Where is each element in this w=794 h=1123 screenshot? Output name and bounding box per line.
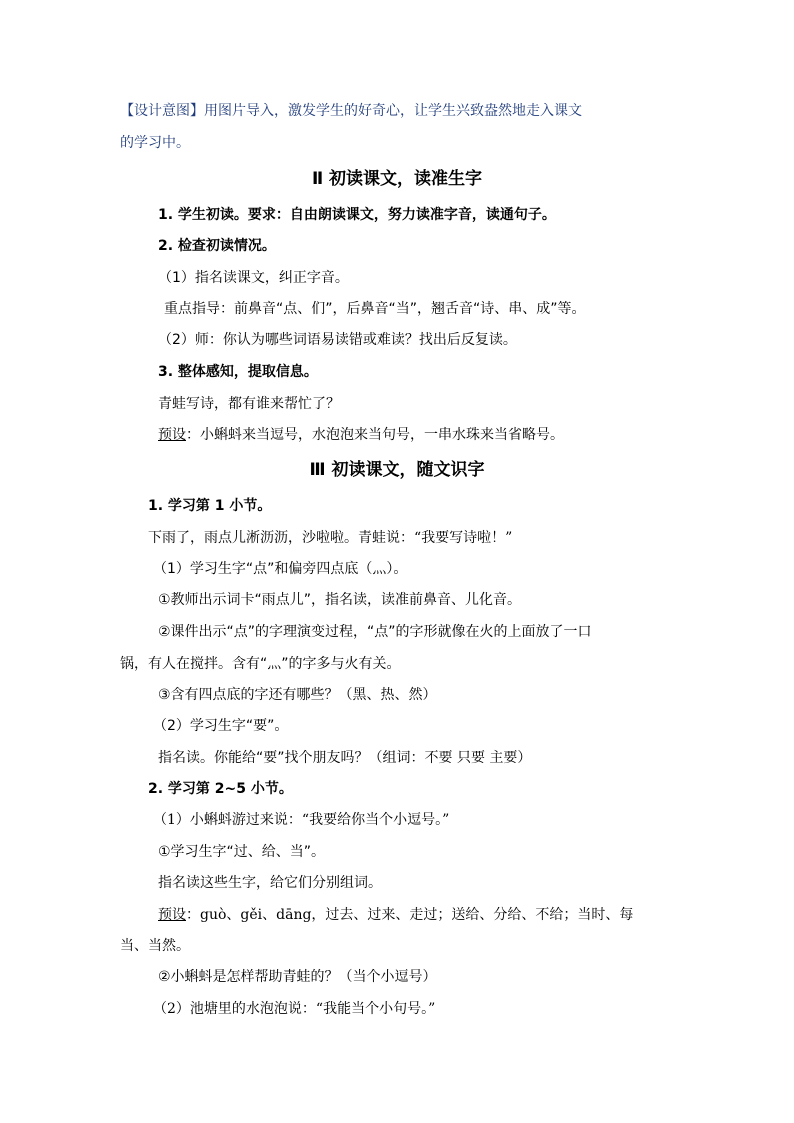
design-intent-line2: 的学习中。 <box>120 135 190 151</box>
section2-guide: 重点指导：前鼻音“点、们”，后鼻音“当”，翘舌音“诗、串、成”等。 <box>164 301 586 317</box>
section3-step4: ①学习生字“过、给、当”。 <box>158 844 326 860</box>
preset-text: ：小蝌蚪来当逗号，水泡泡来当句号，一串水珠来当省略号。 <box>186 427 564 443</box>
section3-sub1: （1）学习生字“点”和偏旁四点底（灬）。 <box>153 561 408 577</box>
section2-item2: 2. 检查初读情况。 <box>158 238 276 254</box>
preset-label: 预设 <box>158 427 186 443</box>
section3-item1: 1. 学习第 1 小节。 <box>148 498 272 514</box>
design-intent-label: 【设计意图】 <box>120 103 204 119</box>
section2-item1: 1. 学生初读。要求：自由朗读课文，努力读准字音，读通句子。 <box>158 207 556 223</box>
section3-step5: ②小蝌蚪是怎样帮助青蛙的？（当个小逗号） <box>158 969 437 985</box>
section3-heading: Ⅲ 初读课文，随文识字 <box>309 460 485 480</box>
section2-question: 青蛙写诗，都有谁来帮忙了？ <box>158 396 340 412</box>
section3-sub2: （2）学习生字“要”。 <box>153 718 289 734</box>
section3-step1: ①教师出示词卡“雨点儿”，指名读，读准前鼻音、儿化音。 <box>158 592 522 608</box>
section3-friend: 指名读。你能给“要”找个朋友吗？（组词：不要 只要 主要） <box>158 750 532 766</box>
design-intent-text: 用图片导入，激发学生的好奇心，让学生兴致盎然地走入课文 <box>204 103 582 119</box>
section3-preset-line1 <box>158 905 633 925</box>
section2-sub1: （1）指名读课文，纠正字音。 <box>158 270 349 286</box>
section2-preset <box>158 425 564 445</box>
section3-verse2: （1）小蝌蚪游过来说：“我要给你当个小逗号。” <box>153 812 450 828</box>
preset-label: 预设 <box>158 907 186 923</box>
section3-step2b: 锅，有人在搅拌。含有“灬”的字多与火有关。 <box>120 656 401 672</box>
section3-verse1: 下雨了，雨点儿淅沥沥，沙啦啦。青蛙说：“我要写诗啦！” <box>148 530 513 546</box>
section2-sub2: （2）师：你认为哪些词语易读错或难读？找出后反复读。 <box>158 332 517 348</box>
preset-text: ：guò、gěi、dāng，过去、过来、走过；送给、分给、不给；当时、每 <box>186 907 634 923</box>
section3-preset-line2: 当、当然。 <box>120 938 190 954</box>
section3-step3: ③含有四点底的字还有哪些？（黑、热、然） <box>158 687 437 703</box>
section3-step2a: ②课件出示“点”的字理演变过程，“点”的字形就像在火的上面放了一口 <box>158 624 592 640</box>
section2-heading: Ⅱ 初读课文，读准生字 <box>311 169 483 189</box>
section2-item3: 3. 整体感知，提取信息。 <box>158 364 318 380</box>
design-intent-line1 <box>120 101 582 121</box>
section3-item2: 2. 学习第 2~5 小节。 <box>148 781 293 797</box>
section3-verse3: （2）池塘里的水泡泡说：“我能当个小句号。” <box>153 1001 436 1017</box>
section3-read: 指名读这些生字，给它们分别组词。 <box>158 875 382 891</box>
